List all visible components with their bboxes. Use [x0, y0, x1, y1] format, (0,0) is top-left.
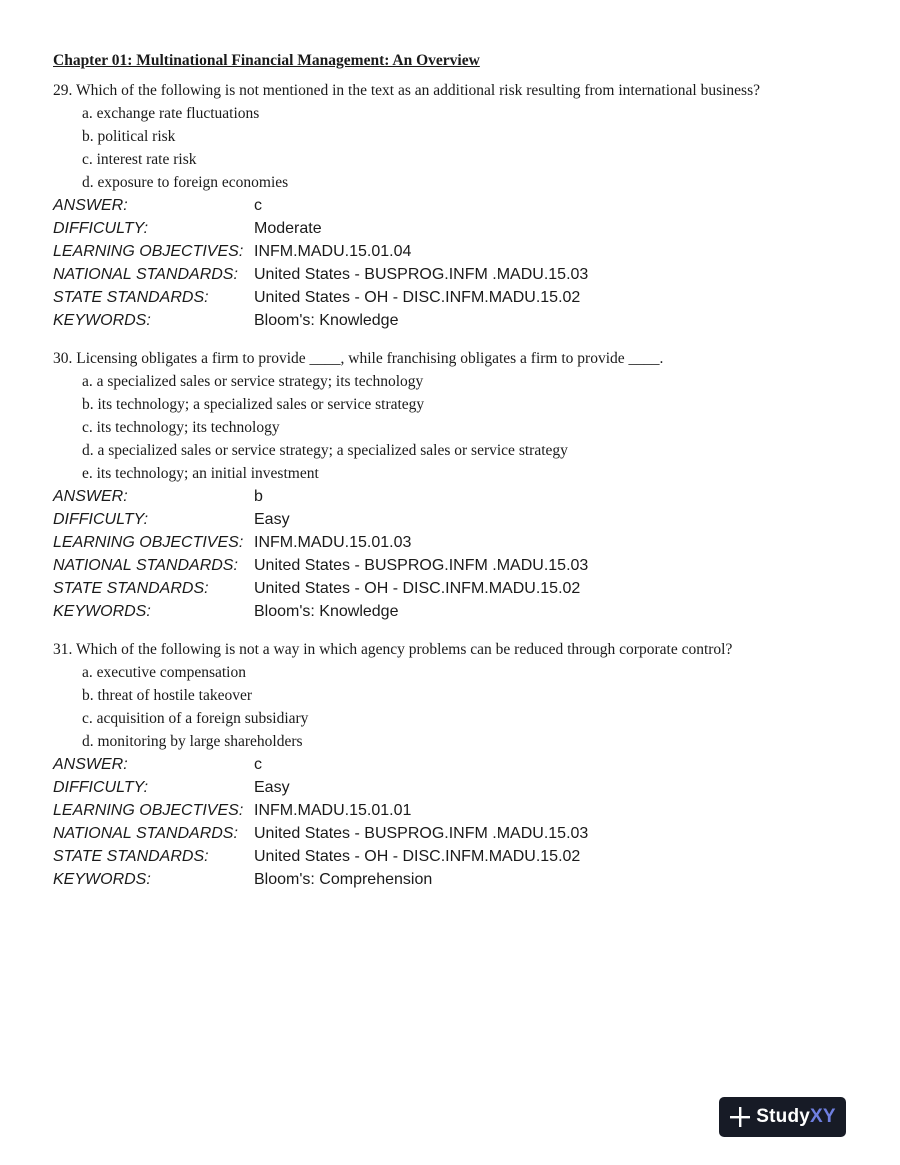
option-item: a. a specialized sales or service strategy; its technology: [82, 373, 424, 390]
question-meta: [53, 485, 853, 623]
national-standards-row: [53, 554, 853, 577]
answer-value: b: [254, 488, 263, 505]
learning-objectives-value: INFM.MADU.15.01.03: [254, 534, 412, 551]
answer-row: [53, 194, 853, 217]
state-standards-row: [53, 845, 853, 868]
state-standards-label: STATE STANDARDS:: [53, 289, 209, 306]
state-standards-row: [53, 577, 853, 600]
keywords-row: [53, 309, 853, 332]
logo-text: [756, 1106, 836, 1128]
difficulty-value: Easy: [254, 779, 290, 796]
option-list: [53, 661, 853, 753]
question-meta: [53, 753, 853, 891]
state-standards-value: United States - OH - DISC.INFM.MADU.15.02: [254, 848, 581, 865]
learning-objectives-label: LEARNING OBJECTIVES:: [53, 534, 244, 551]
learning-objectives-row: [53, 799, 853, 822]
state-standards-value: United States - OH - DISC.INFM.MADU.15.02: [254, 289, 581, 306]
keywords-label: KEYWORDS:: [53, 603, 151, 620]
document-page: [53, 52, 853, 907]
national-standards-value: United States - BUSPROG.INFM .MADU.15.03: [254, 825, 589, 842]
answer-value: c: [254, 197, 262, 214]
answer-row: [53, 485, 853, 508]
question-block: [53, 80, 853, 332]
keywords-label: KEYWORDS:: [53, 312, 151, 329]
question-text: 31. Which of the following is not a way in which agency problems can be reduced through corporate control?: [53, 641, 733, 658]
answer-label: ANSWER:: [53, 488, 128, 505]
option-item: d. exposure to foreign economies: [82, 174, 289, 191]
option-item: d. monitoring by large shareholders: [82, 733, 303, 750]
learning-objectives-label: LEARNING OBJECTIVES:: [53, 243, 244, 260]
question-block: [53, 639, 853, 891]
national-standards-value: United States - BUSPROG.INFM .MADU.15.03: [254, 557, 589, 574]
national-standards-label: NATIONAL STANDARDS:: [53, 266, 238, 283]
answer-label: ANSWER:: [53, 197, 128, 214]
option-item: e. its technology; an initial investment: [82, 465, 319, 482]
question-block: [53, 348, 853, 623]
answer-label: ANSWER:: [53, 756, 128, 773]
option-item: a. exchange rate fluctuations: [82, 105, 260, 122]
keywords-label: KEYWORDS:: [53, 871, 151, 888]
answer-row: [53, 753, 853, 776]
learning-objectives-label: LEARNING OBJECTIVES:: [53, 802, 244, 819]
difficulty-row: [53, 217, 853, 240]
option-item: d. a specialized sales or service strategy; a specialized sales or service strategy: [82, 442, 568, 459]
keywords-row: [53, 600, 853, 623]
difficulty-label: DIFFICULTY:: [53, 779, 149, 796]
difficulty-label: DIFFICULTY:: [53, 220, 149, 237]
keywords-value: Bloom's: Knowledge: [254, 312, 399, 329]
option-item: a. executive compensation: [82, 664, 246, 681]
learning-objectives-value: INFM.MADU.15.01.04: [254, 243, 412, 260]
chapter-title: Chapter 01: Multinational Financial Management: An Overview: [53, 52, 480, 69]
option-item: c. acquisition of a foreign subsidiary: [82, 710, 309, 727]
keywords-row: [53, 868, 853, 891]
national-standards-row: [53, 822, 853, 845]
national-standards-row: [53, 263, 853, 286]
question-meta: [53, 194, 853, 332]
national-standards-label: NATIONAL STANDARDS:: [53, 825, 238, 842]
keywords-value: Bloom's: Comprehension: [254, 871, 433, 888]
state-standards-row: [53, 286, 853, 309]
national-standards-value: United States - BUSPROG.INFM .MADU.15.03: [254, 266, 589, 283]
option-item: b. threat of hostile takeover: [82, 687, 253, 704]
option-item: b. its technology; a specialized sales or service strategy: [82, 396, 425, 413]
difficulty-row: [53, 776, 853, 799]
option-item: b. political risk: [82, 128, 176, 145]
logo-text-main: Study: [756, 1106, 811, 1127]
logo-text-accent: XY: [810, 1106, 836, 1127]
learning-objectives-row: [53, 240, 853, 263]
question-text: 30. Licensing obligates a firm to provide ____, while franchising obligates a firm to provide ____.: [53, 350, 664, 367]
national-standards-label: NATIONAL STANDARDS:: [53, 557, 238, 574]
option-list: [53, 370, 853, 485]
learning-objectives-row: [53, 531, 853, 554]
learning-objectives-value: INFM.MADU.15.01.01: [254, 802, 412, 819]
state-standards-value: United States - OH - DISC.INFM.MADU.15.02: [254, 580, 581, 597]
question-text: 29. Which of the following is not mentioned in the text as an additional risk resulting from international business?: [53, 82, 760, 99]
option-item: c. its technology; its technology: [82, 419, 280, 436]
answer-value: c: [254, 756, 262, 773]
difficulty-label: DIFFICULTY:: [53, 511, 149, 528]
keywords-value: Bloom's: Knowledge: [254, 603, 399, 620]
plus-icon: [729, 1106, 751, 1128]
option-list: [53, 102, 853, 194]
studyxy-logo: [719, 1097, 846, 1137]
state-standards-label: STATE STANDARDS:: [53, 848, 209, 865]
difficulty-value: Moderate: [254, 220, 322, 237]
difficulty-row: [53, 508, 853, 531]
state-standards-label: STATE STANDARDS:: [53, 580, 209, 597]
option-item: c. interest rate risk: [82, 151, 197, 168]
difficulty-value: Easy: [254, 511, 290, 528]
